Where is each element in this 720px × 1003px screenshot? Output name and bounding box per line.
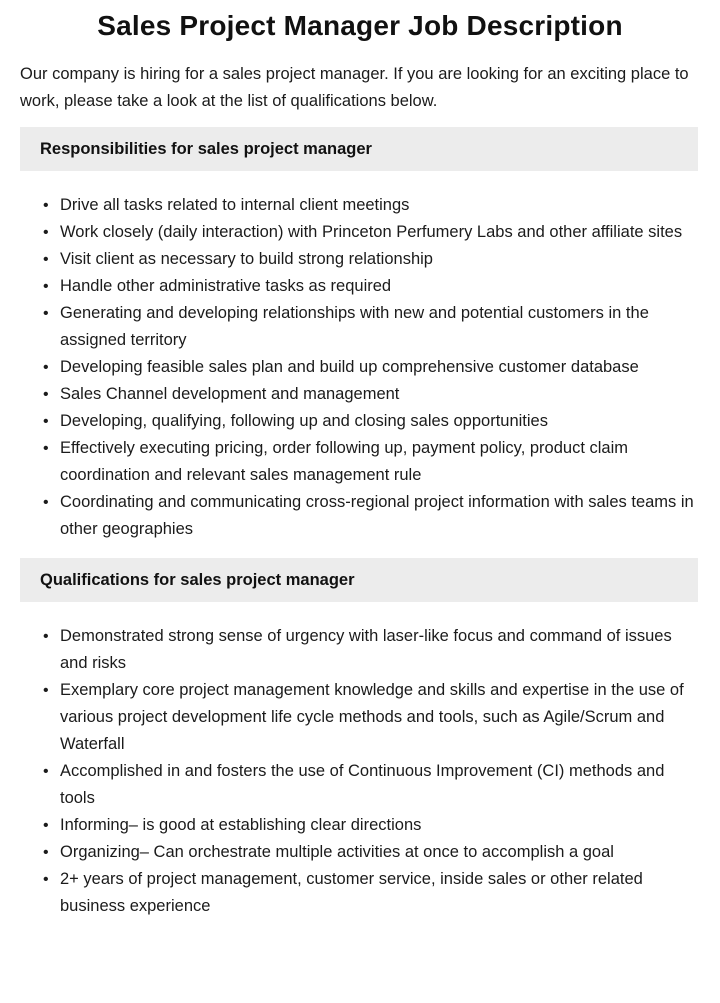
section-heading-qualifications: Qualifications for sales project manager (20, 558, 698, 602)
list-item: • Visit client as necessary to build strong relationship (60, 246, 696, 273)
qualifications-list (20, 623, 696, 920)
list-item: • Coordinating and communicating cross-regional project information with sales teams in other geographies (60, 489, 696, 543)
list-item: • 2+ years of project management, customer service, inside sales or other related business experience (60, 866, 696, 920)
section-responsibilities (0, 127, 720, 543)
section-heading-responsibilities: Responsibilities for sales project manager (20, 127, 698, 171)
list-item: • Developing, qualifying, following up and closing sales opportunities (60, 408, 696, 435)
list-item: • Work closely (daily interaction) with Princeton Perfumery Labs and other affiliate sites (60, 219, 696, 246)
list-item: • Effectively executing pricing, order following up, payment policy, product claim coordination and relevant sales management rule (60, 435, 696, 489)
list-item: • Developing feasible sales plan and build up comprehensive customer database (60, 354, 696, 381)
list-item: • Informing– is good at establishing clear directions (60, 812, 696, 839)
list-item: • Demonstrated strong sense of urgency with laser-like focus and command of issues and risks (60, 623, 696, 677)
list-item: • Generating and developing relationships with new and potential customers in the assigned territory (60, 300, 696, 354)
section-qualifications (0, 558, 720, 920)
list-item: • Sales Channel development and management (60, 381, 696, 408)
list-item: • Exemplary core project management knowledge and skills and expertise in the use of various project development life cycle methods and tools, such as Agile/Scrum and Waterfall (60, 677, 696, 758)
list-item: • Drive all tasks related to internal client meetings (60, 192, 696, 219)
page-title: Sales Project Manager Job Description (97, 10, 623, 41)
list-item: • Organizing– Can orchestrate multiple activities at once to accomplish a goal (60, 839, 696, 866)
list-item: • Handle other administrative tasks as required (60, 273, 696, 300)
intro-paragraph: Our company is hiring for a sales project manager. If you are looking for an exciting place to work, please take a look at the list of qualifications below. (20, 65, 689, 110)
responsibilities-list (20, 192, 696, 543)
list-item: • Accomplished in and fosters the use of Continuous Improvement (CI) methods and tools (60, 758, 696, 812)
